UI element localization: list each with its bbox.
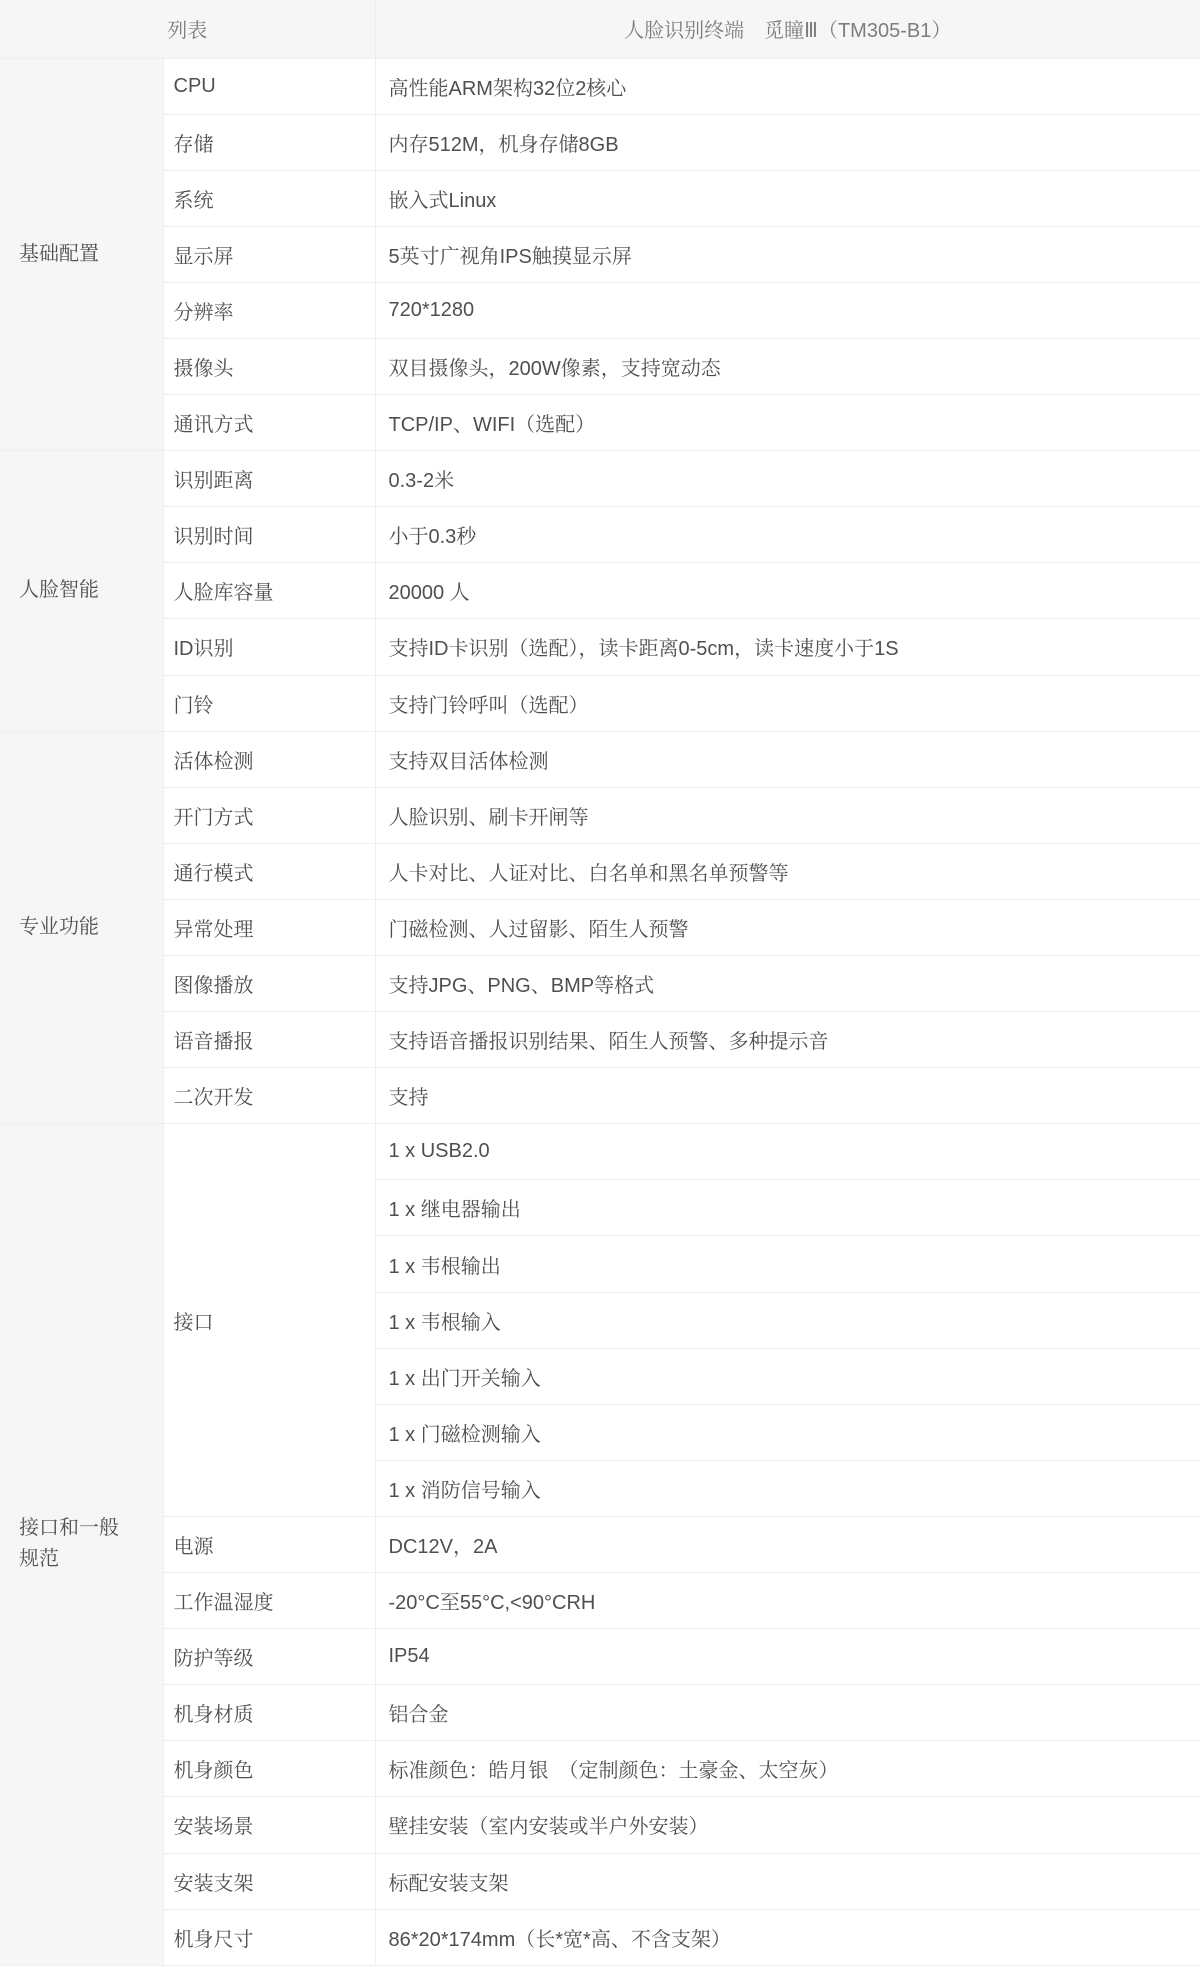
spec-value-cell: 20000 人 bbox=[375, 563, 1200, 619]
spec-label-cell: 人脸库容量 bbox=[163, 563, 375, 619]
spec-label-cell: 通讯方式 bbox=[163, 395, 375, 451]
table-row bbox=[0, 58, 1200, 114]
spec-value-cell: 720*1280 bbox=[375, 282, 1200, 338]
spec-label-cell: CPU bbox=[163, 58, 375, 114]
spec-label-cell: 异常处理 bbox=[163, 899, 375, 955]
spec-label-cell: 机身材质 bbox=[163, 1685, 375, 1741]
table-row bbox=[0, 507, 1200, 563]
spec-value-cell: DC12V，2A bbox=[375, 1516, 1200, 1572]
table-row bbox=[0, 114, 1200, 170]
spec-value-cell: 双目摄像头，200W像素，支持宽动态 bbox=[375, 338, 1200, 394]
table-row bbox=[0, 282, 1200, 338]
spec-label-cell: 门铃 bbox=[163, 675, 375, 731]
section-group-label: 专业功能 bbox=[19, 915, 99, 938]
spec-value-cell: 人卡对比、人证对比、白名单和黑名单预警等 bbox=[375, 843, 1200, 899]
table-row bbox=[0, 451, 1200, 507]
spec-label-cell: 安装支架 bbox=[163, 1853, 375, 1909]
spec-value-cell: 支持语音播报识别结果、陌生人预警、多种提示音 bbox=[375, 1012, 1200, 1068]
table-row bbox=[0, 1685, 1200, 1741]
table-row bbox=[0, 226, 1200, 282]
spec-value-cell: 门磁检测、人过留影、陌生人预警 bbox=[375, 899, 1200, 955]
spec-value-cell: 支持双目活体检测 bbox=[375, 731, 1200, 787]
spec-value-cell: 5英寸广视角IPS触摸显示屏 bbox=[375, 226, 1200, 282]
table-row bbox=[0, 787, 1200, 843]
section-group-label: 人脸智能 bbox=[19, 579, 99, 602]
spec-label-cell: 工作温湿度 bbox=[163, 1573, 375, 1629]
table-row bbox=[0, 1068, 1200, 1124]
spec-value-cell: 1 x 韦根输入 bbox=[375, 1292, 1200, 1348]
table-row bbox=[0, 1629, 1200, 1685]
spec-label-cell: 系统 bbox=[163, 170, 375, 226]
spec-table-body bbox=[0, 58, 1200, 1965]
table-row bbox=[0, 1741, 1200, 1797]
spec-label-cell: 识别距离 bbox=[163, 451, 375, 507]
table-row bbox=[0, 619, 1200, 675]
spec-label-cell: 图像播放 bbox=[163, 956, 375, 1012]
spec-value-cell: 标准颜色：皓月银 （定制颜色：土豪金、太空灰） bbox=[375, 1741, 1200, 1797]
table-row bbox=[0, 395, 1200, 451]
spec-value-cell: 0.3-2米 bbox=[375, 451, 1200, 507]
table-row bbox=[0, 956, 1200, 1012]
spec-value-cell: 1 x 韦根输出 bbox=[375, 1236, 1200, 1292]
spec-value-cell: 支持 bbox=[375, 1068, 1200, 1124]
table-row bbox=[0, 1012, 1200, 1068]
spec-value-cell: 标配安装支架 bbox=[375, 1853, 1200, 1909]
spec-value-cell: 1 x 门磁检测输入 bbox=[375, 1404, 1200, 1460]
table-row bbox=[0, 1909, 1200, 1965]
section-group-cell bbox=[0, 731, 163, 1124]
table-row bbox=[0, 675, 1200, 731]
spec-label-cell: 安装场景 bbox=[163, 1797, 375, 1853]
spec-label-cell: 摄像头 bbox=[163, 338, 375, 394]
spec-value-cell: 1 x 消防信号输入 bbox=[375, 1460, 1200, 1516]
spec-value-cell: 铝合金 bbox=[375, 1685, 1200, 1741]
table-header bbox=[0, 0, 1200, 58]
spec-value-cell: 支持门铃呼叫（选配） bbox=[375, 675, 1200, 731]
spec-label-cell: 电源 bbox=[163, 1516, 375, 1572]
section-group-label: 接口和一般规范 bbox=[19, 1517, 119, 1571]
table-row bbox=[0, 899, 1200, 955]
spec-label-cell: 开门方式 bbox=[163, 787, 375, 843]
section-group-cell bbox=[0, 1124, 163, 1965]
spec-label-cell: ID识别 bbox=[163, 619, 375, 675]
spec-label-cell: 防护等级 bbox=[163, 1629, 375, 1685]
table-row bbox=[0, 1124, 1200, 1180]
table-row bbox=[0, 843, 1200, 899]
spec-value-cell: 人脸识别、刷卡开闸等 bbox=[375, 787, 1200, 843]
spec-label-cell: 识别时间 bbox=[163, 507, 375, 563]
section-group-cell bbox=[0, 58, 163, 451]
spec-value-cell: 1 x USB2.0 bbox=[375, 1124, 1200, 1180]
table-row bbox=[0, 1853, 1200, 1909]
spec-value-cell: 壁挂安装（室内安装或半户外安装） bbox=[375, 1797, 1200, 1853]
table-row bbox=[0, 1516, 1200, 1572]
header-list-label: 列表 bbox=[0, 0, 375, 58]
table-row bbox=[0, 170, 1200, 226]
header-row bbox=[0, 0, 1200, 58]
spec-value-cell: 支持ID卡识别（选配），读卡距离0-5cm，读卡速度小于1S bbox=[375, 619, 1200, 675]
table-row bbox=[0, 338, 1200, 394]
section-group-cell bbox=[0, 451, 163, 731]
spec-label-cell: 通行模式 bbox=[163, 843, 375, 899]
spec-label-cell: 接口 bbox=[163, 1124, 375, 1517]
spec-label-cell: 语音播报 bbox=[163, 1012, 375, 1068]
table-row bbox=[0, 731, 1200, 787]
table-row bbox=[0, 1573, 1200, 1629]
table-row bbox=[0, 1797, 1200, 1853]
spec-value-cell: IP54 bbox=[375, 1629, 1200, 1685]
spec-value-cell: 高性能ARM架构32位2核心 bbox=[375, 58, 1200, 114]
spec-label-cell: 分辨率 bbox=[163, 282, 375, 338]
spec-label-cell: 机身颜色 bbox=[163, 1741, 375, 1797]
spec-value-cell: 1 x 出门开关输入 bbox=[375, 1348, 1200, 1404]
spec-label-cell: 显示屏 bbox=[163, 226, 375, 282]
header-product-title: 人脸识别终端 觅瞳Ⅲ（TM305-B1） bbox=[375, 0, 1200, 58]
spec-value-cell: -20°C至55°C,<90°CRH bbox=[375, 1573, 1200, 1629]
spec-value-cell: 86*20*174mm（长*宽*高、不含支架） bbox=[375, 1909, 1200, 1965]
spec-value-cell: 小于0.3秒 bbox=[375, 507, 1200, 563]
spec-value-cell: 1 x 继电器输出 bbox=[375, 1180, 1200, 1236]
spec-label-cell: 存储 bbox=[163, 114, 375, 170]
spec-value-cell: 支持JPG、PNG、BMP等格式 bbox=[375, 956, 1200, 1012]
spec-label-cell: 活体检测 bbox=[163, 731, 375, 787]
spec-label-cell: 二次开发 bbox=[163, 1068, 375, 1124]
section-group-label: 基础配置 bbox=[19, 242, 99, 265]
spec-value-cell: 内存512M，机身存储8GB bbox=[375, 114, 1200, 170]
spec-label-cell: 机身尺寸 bbox=[163, 1909, 375, 1965]
table-row bbox=[0, 563, 1200, 619]
spec-value-cell: 嵌入式Linux bbox=[375, 170, 1200, 226]
spec-value-cell: TCP/IP、WIFI（选配） bbox=[375, 395, 1200, 451]
